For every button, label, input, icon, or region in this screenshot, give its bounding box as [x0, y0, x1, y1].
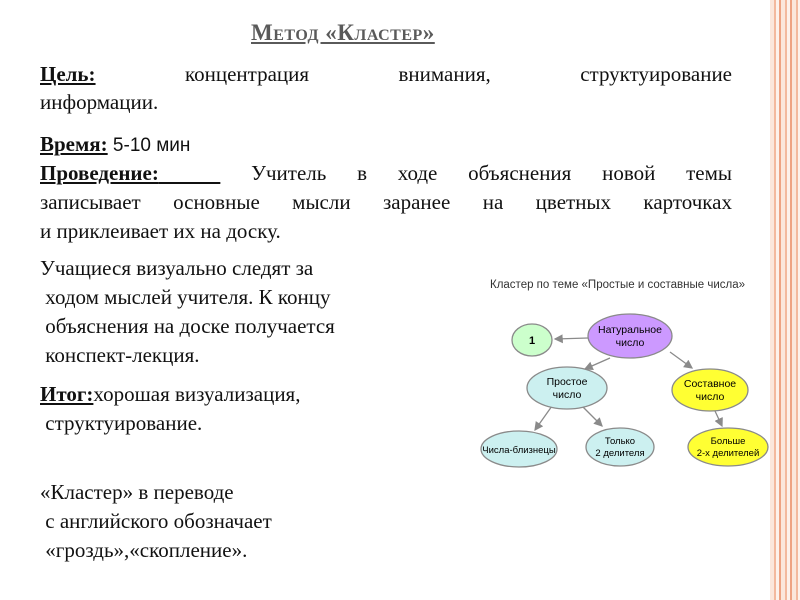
node-composite-label-2: число	[695, 391, 725, 403]
note-text-2: с английского обозначает	[40, 509, 272, 533]
node-composite-number	[672, 369, 748, 411]
procedure-text-5: ходом мыслей учителя. К концу	[40, 285, 331, 309]
node-natural-label-2: число	[615, 337, 645, 349]
node-only2-label-1: Только	[604, 436, 636, 447]
node-prime-label-1: Простое	[546, 376, 588, 388]
result-text-2: структуирование.	[40, 411, 203, 435]
node-composite-label-1: Составное	[683, 378, 737, 390]
node-one-label: 1	[528, 335, 536, 347]
node-more-divisors	[688, 428, 768, 466]
time-line	[40, 130, 190, 160]
procedure-text-3: и приклеивает их на доску.	[40, 219, 281, 243]
cluster-diagram	[470, 266, 790, 486]
procedure-text-4: Учащиеся визуально следят за	[40, 256, 314, 280]
edge-natural-one	[555, 338, 588, 339]
edge-prime-twins	[535, 406, 552, 430]
diagram-caption: Кластер по теме «Простые и составные числа»	[490, 279, 746, 291]
procedure-text-7: конспект-лекция.	[40, 343, 200, 367]
node-natural-number	[588, 314, 672, 358]
edge-natural-prime	[585, 358, 610, 369]
goal-text: концентрация внимания, структуирование	[185, 62, 733, 86]
result-text-1: хорошая визуализация,	[93, 382, 301, 406]
node-prime-number	[527, 367, 607, 409]
note-text-1: «Кластер» в переводе	[40, 480, 234, 504]
node-prime-label-2: число	[552, 389, 582, 401]
edge-prime-only2	[582, 406, 602, 426]
result-line	[40, 380, 300, 409]
page-title: Метод «Кластер»	[251, 20, 435, 45]
result-label: Итог:	[40, 382, 94, 406]
procedure-text-6: объяснения на доске получается	[40, 314, 335, 338]
time-label: Время:	[40, 132, 108, 156]
edge-composite-more2	[715, 411, 722, 426]
node-more2-label-2: 2-х делителей	[696, 448, 760, 459]
procedure-label: Проведение:	[40, 161, 159, 185]
note-text-3: «гроздь»,«скопление».	[40, 538, 248, 562]
node-only2-label-2: 2 делителя	[595, 448, 645, 459]
procedure-text-1: Учитель в ходе объяснения новой темы	[251, 161, 732, 185]
node-more2-label-1: Больше	[710, 436, 746, 447]
node-twins-label: Числа-близнецы	[482, 445, 556, 456]
node-natural-label-1: Натуральное	[597, 324, 663, 336]
goal-text-continued: информации.	[40, 90, 159, 114]
procedure-text-2: записывает основные мысли заранее на цветных карточках	[40, 190, 732, 214]
goal-label: Цель:	[40, 62, 96, 86]
time-value: 5-10 мин	[112, 135, 191, 156]
node-only-two-divisors	[586, 428, 654, 466]
procedure-line	[40, 159, 732, 188]
edge-natural-composite	[670, 352, 692, 368]
goal-line	[40, 60, 732, 89]
